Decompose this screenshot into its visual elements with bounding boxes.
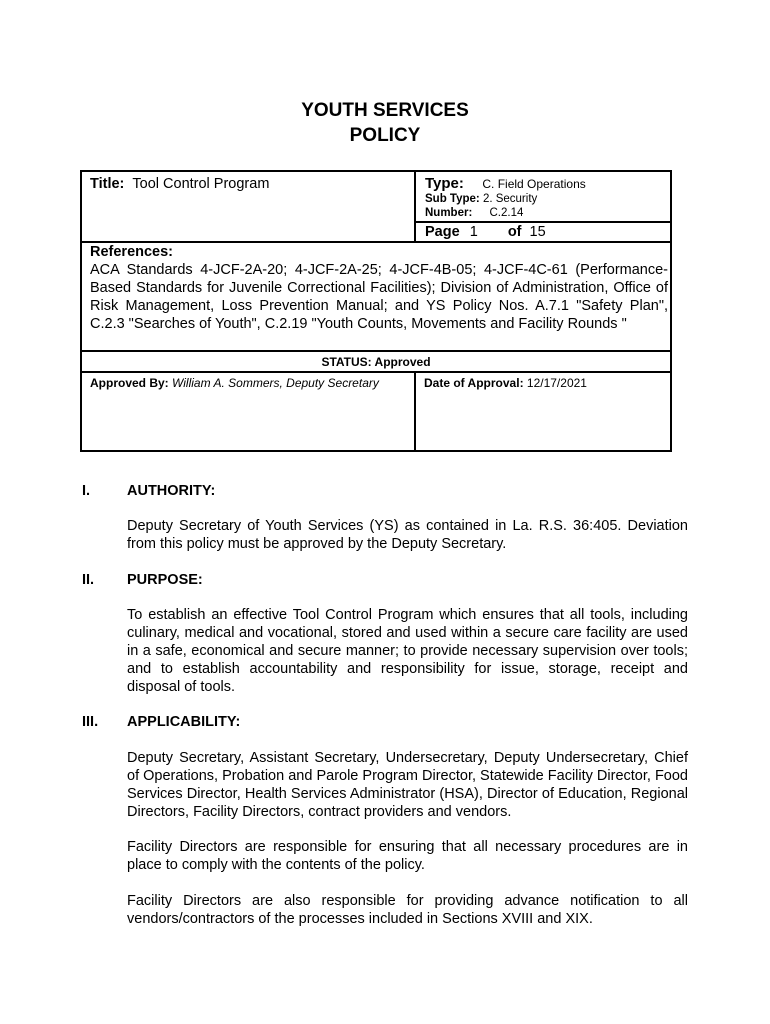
date-label: Date of Approval: bbox=[424, 376, 524, 390]
status-value: Approved bbox=[374, 355, 431, 369]
section-paragraph: Facility Directors are also responsible for providing advance notification to all vendors/contractors of the processes included in Sections XVIII and XIX. bbox=[127, 893, 688, 927]
status-field bbox=[82, 355, 670, 369]
page-number: 1 bbox=[469, 224, 478, 240]
number-value: C.2.14 bbox=[489, 207, 524, 219]
page-total: 15 bbox=[529, 224, 546, 240]
doc-title-line2: POLICY bbox=[349, 125, 421, 146]
doc-title-line1: YOUTH SERVICES bbox=[301, 100, 469, 121]
title-value: Tool Control Program bbox=[132, 176, 270, 192]
section-number: I. bbox=[82, 483, 91, 499]
status-label: STATUS: bbox=[321, 355, 372, 369]
table-divider bbox=[82, 350, 670, 352]
number-label: Number: bbox=[425, 207, 473, 219]
table-divider bbox=[414, 221, 670, 223]
section-paragraph: Deputy Secretary, Assistant Secretary, Undersecretary, Deputy Undersecretary, Chief of Operations, Probation and Parole Program Director, Statewide Facility Director, Food Services Director, Health Services Administrator (HSA), Director of Education, Regional Directors, Facility Directors, contract providers and vendors. bbox=[127, 750, 688, 820]
subtype-field bbox=[425, 193, 537, 205]
approved-by-field bbox=[90, 376, 379, 390]
section-paragraph: Facility Directors are responsible for ensuring that all necessary procedures are in place to comply with the contents of the policy. bbox=[127, 839, 688, 873]
references-label: References: bbox=[90, 244, 174, 260]
table-divider bbox=[82, 371, 670, 373]
references-block bbox=[90, 243, 668, 333]
section-number: III. bbox=[82, 714, 99, 730]
page-label: Page bbox=[425, 224, 460, 240]
section-heading: PURPOSE: bbox=[127, 572, 203, 588]
approved-by-value: William A. Sommers, Deputy Secretary bbox=[172, 376, 379, 390]
section-paragraph: Deputy Secretary of Youth Services (YS) as contained in La. R.S. 36:405. Deviation from this policy must be approved by the Deputy Secretary. bbox=[127, 518, 688, 552]
subtype-value: 2. Security bbox=[482, 193, 538, 205]
section-heading: APPLICABILITY: bbox=[127, 714, 241, 730]
table-divider bbox=[414, 371, 416, 452]
title-field bbox=[90, 176, 269, 192]
references-text: ACA Standards 4-JCF-2A-20; 4-JCF-2A-25; 4-JCF-4B-05; 4-JCF-4C-61 (Performance-Based Standards for Juvenile Correctional Facilities); Division of Administration, Office of Risk Management, Loss Prevention Manual; and YS Policy Nos. A.7.1 "Safety Plan", C.2.3 "Searches of Youth", C.2.19 "Youth Counts, Movements and Facility Rounds " bbox=[90, 262, 668, 332]
approved-by-label: Approved By: bbox=[90, 376, 169, 390]
date-field bbox=[424, 376, 587, 390]
policy-header-table bbox=[80, 170, 672, 452]
number-field bbox=[425, 207, 523, 219]
page-field bbox=[425, 224, 546, 240]
date-value: 12/17/2021 bbox=[526, 376, 587, 390]
section-heading: AUTHORITY: bbox=[127, 483, 216, 499]
type-label: Type: bbox=[425, 175, 464, 192]
table-divider bbox=[414, 172, 416, 241]
section-paragraph: To establish an effective Tool Control Program which ensures that all tools, including culinary, medical and vocational, stored and used within a secure care facility are used in a safe, economical and secure manner; to provide necessary supervision over tools; and to establish accountability and responsibility for issue, storage, receipt and disposal of tools. bbox=[127, 607, 688, 695]
type-field bbox=[425, 175, 586, 193]
type-value: C. Field Operations bbox=[482, 177, 586, 191]
subtype-label: Sub Type: bbox=[425, 193, 480, 205]
title-label: Title: bbox=[90, 176, 125, 192]
section-number: II. bbox=[82, 572, 95, 588]
of-label: of bbox=[507, 224, 522, 240]
